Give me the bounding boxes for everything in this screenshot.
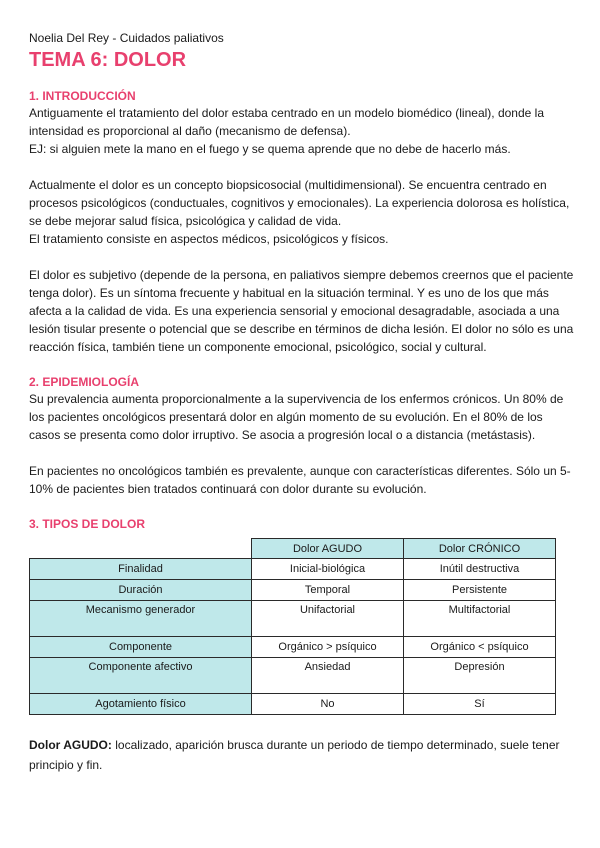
paragraph: Antiguamente el tratamiento del dolor estaba centrado en un modelo biomédico (lineal), donde la intensidad es proporcional al daño (mecanismo de defensa).	[29, 106, 544, 138]
row-label: Componente	[30, 637, 252, 658]
cell-agudo: Orgánico > psíquico	[252, 637, 404, 658]
table-row	[30, 559, 556, 580]
document-title: TEMA 6: DOLOR	[29, 49, 187, 71]
section-heading-tipos-de-dolor: 3. TIPOS DE DOLOR	[29, 517, 146, 531]
paragraph: El tratamiento consiste en aspectos médicos, psicológicos y físicos.	[29, 232, 389, 246]
cell-cronico: Persistente	[404, 580, 556, 601]
cell-agudo: Ansiedad	[252, 658, 404, 694]
table-row	[30, 580, 556, 601]
cell-agudo: Temporal	[252, 580, 404, 601]
column-header-cronico: Dolor CRÓNICO	[404, 539, 556, 559]
paragraph: En pacientes no oncológicos también es prevalente, aunque con características diferentes. Sólo un 5-10% de pacientes bien tratados continuará con dolor durante su evolución.	[29, 464, 571, 496]
definition-text: localizado, aparición brusca durante un periodo de tiempo determinado, suele tener principio y fin.	[29, 738, 560, 772]
pain-types-table	[29, 538, 556, 715]
document-author: Noelia Del Rey - Cuidados paliativos	[29, 31, 224, 45]
paragraph: Su prevalencia aumenta proporcionalmente a la supervivencia de los enfermos crónicos. Un 80% de los pacientes oncológicos presentará dolor en algún momento de su evolución. En el 80% de los casos se presenta como dolor irruptivo. Se asocia a progresión local o a distancia (metástasis).	[29, 392, 564, 442]
definition-term: Dolor AGUDO:	[29, 738, 112, 752]
cell-cronico: Inútil destructiva	[404, 559, 556, 580]
table-row	[30, 637, 556, 658]
cell-cronico: Multifactorial	[404, 601, 556, 637]
row-label: Mecanismo generador	[30, 601, 252, 637]
paragraph: Actualmente el dolor es un concepto biopsicosocial (multidimensional). Se encuentra centrado en procesos psicológicos (conductuales, cognitivos y emocionales). La experiencia dolorosa es holística, se debe mejorar salud física, psicológica y calidad de vida.	[29, 178, 570, 228]
column-header-agudo: Dolor AGUDO	[252, 539, 404, 559]
cell-agudo: Inicial-biológica	[252, 559, 404, 580]
paragraph: EJ: si alguien mete la mano en el fuego y se quema aprende que no debe de hacerlo más.	[29, 142, 511, 156]
section-heading-introduccion: 1. INTRODUCCIÓN	[29, 89, 136, 103]
cell-cronico: Depresión	[404, 658, 556, 694]
table-row	[30, 601, 556, 637]
cell-agudo: No	[252, 694, 404, 715]
paragraph: El dolor es subjetivo (depende de la persona, en paliativos siempre debemos creernos que el paciente tenga dolor). Es un síntoma frecuente y habitual en la situación terminal. Y es uno de los que más afecta a la calidad de vida. Es una experiencia sensorial y emocional desagradable, asociada a una lesión tisular presente o potencial que se describe en términos de dicha lesión. El dolor no sólo es una reacción física, también tiene un componente emocional, psicológico, social y cultural.	[29, 268, 574, 354]
table-row	[30, 658, 556, 694]
dolor-agudo-definition	[29, 735, 574, 775]
table-row	[30, 694, 556, 715]
table-corner-cell	[30, 539, 252, 559]
cell-agudo: Unifactorial	[252, 601, 404, 637]
cell-cronico: Sí	[404, 694, 556, 715]
row-label: Componente afectivo	[30, 658, 252, 694]
section-heading-epidemiologia: 2. EPIDEMIOLOGÍA	[29, 375, 140, 389]
cell-cronico: Orgánico < psíquico	[404, 637, 556, 658]
row-label: Finalidad	[30, 559, 252, 580]
document-page	[29, 30, 574, 775]
row-label: Agotamiento físico	[30, 694, 252, 715]
row-label: Duración	[30, 580, 252, 601]
